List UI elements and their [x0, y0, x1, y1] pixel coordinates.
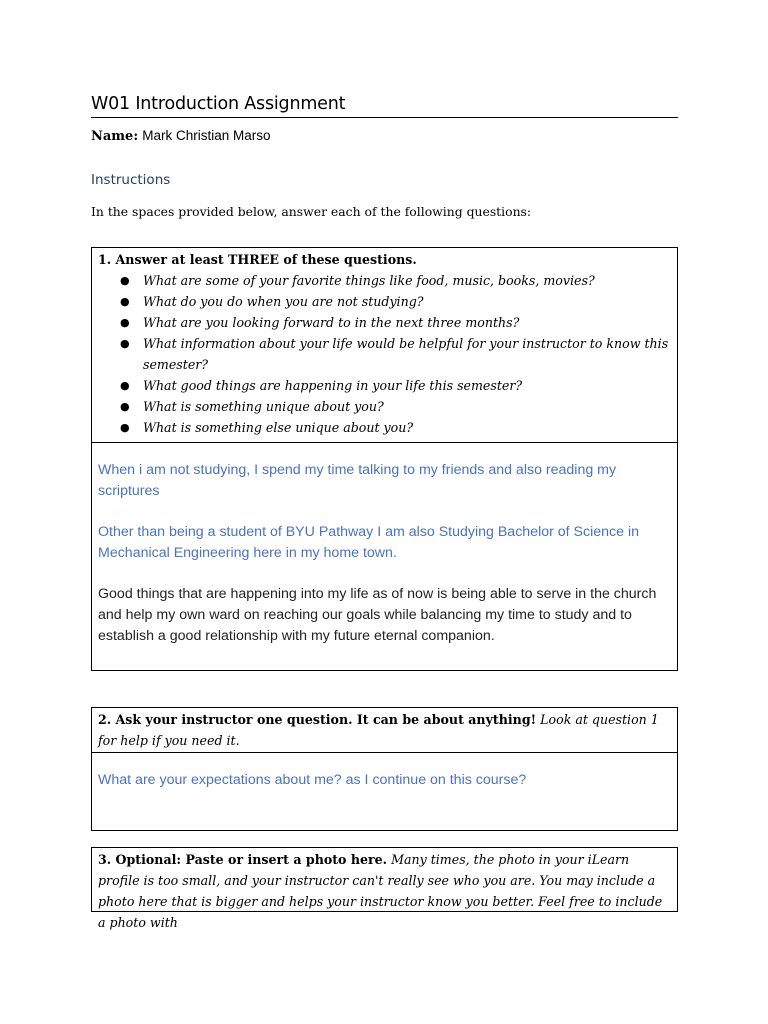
answer-paragraph: What are your expectations about me? as I continue on this course?	[98, 772, 527, 788]
question-2-box	[91, 707, 678, 831]
question-2-heading: 2. Ask your instructor one question. It can be about anything! Look at question 1 for help if you need it.	[98, 712, 659, 748]
bullet-item: ● What information about your life would be helpful for your instructor to know this semester?	[98, 333, 671, 375]
answer-paragraph: Other than being a student of BYU Pathway I am also Studying Bachelor of Science in Mechanical Engineering here in my home town.	[98, 524, 640, 561]
instructions-text: In the spaces provided below, answer each of the following questions:	[91, 204, 532, 219]
bullet-item: ● What are you looking forward to in the next three months?	[98, 312, 671, 333]
bullet-item: ● What do you do when you are not studying?	[98, 291, 671, 312]
question-3-hint: Many times, the photo in your iLearn profile is too small, and your instructor can't really see who you are. You may include a photo here that is bigger and helps your instructor know you better. Feel free to include a photo with	[98, 852, 663, 930]
answer-paragraph: When i am not studying, I spend my time talking to my friends and also reading my scriptures	[98, 462, 617, 499]
answer-paragraph: Good things that are happening into my life as of now is being able to serve in the church and help my own ward on reaching our goals while balancing my time to study and to establish a good relationship with my future eternal companion.	[98, 586, 657, 644]
name-line	[91, 128, 678, 144]
question-1-bullets	[98, 270, 671, 438]
question-1-box	[91, 247, 678, 671]
bullet-item: ● What are some of your favorite things like food, music, books, movies?	[98, 270, 671, 291]
page-title: W01 Introduction Assignment	[91, 94, 678, 118]
question-2-answer-area[interactable]	[92, 753, 677, 815]
question-1-heading: 1. Answer at least THREE of these questions.	[98, 252, 417, 267]
instructions-heading: Instructions	[91, 172, 171, 188]
name-value: Mark Christian Marso	[142, 128, 271, 143]
bullet-item: ● What is something else unique about you?	[98, 417, 671, 438]
question-3-box	[91, 847, 678, 930]
bullet-item: ● What is something unique about you?	[98, 396, 671, 417]
bullet-item: ● What good things are happening in your life this semester?	[98, 375, 671, 396]
name-label: Name:	[91, 129, 139, 144]
question-3-heading: 3. Optional: Paste or insert a photo here. Many times, the photo in your iLearn profile is too small, and your instructor can't really see who you are. You may include a photo here that is bigger and helps your instructor know you better. Feel free to include a photo with	[98, 852, 663, 930]
question-1-answer-area[interactable]	[92, 443, 677, 671]
question-2-hint: Look at question 1 for help if you need it.	[98, 712, 659, 748]
document-page	[91, 94, 678, 219]
